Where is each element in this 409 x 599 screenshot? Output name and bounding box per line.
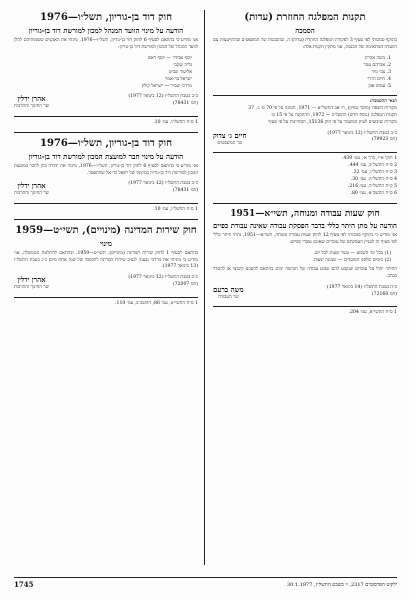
signer-role: שר העבודה: [218, 295, 239, 301]
list-item: 1. משה אהרון: [365, 55, 391, 61]
footnote: 1 ס״ח התשי״ט, עמ׳ 86; התשכ״ב, עמ׳ 110.: [14, 297, 198, 308]
reference-number: (חמ 78431): [172, 100, 198, 106]
appointee-list: [213, 55, 397, 91]
signature-block: [14, 181, 198, 197]
list-item: יוסף אבידר — יוסף ראש: [147, 55, 192, 61]
reference-item: 2 ס״ח התשל״ב, עמ׳ 444.: [348, 163, 397, 169]
section-title: תקנות המפלגה החוזרת (עדות): [244, 12, 366, 23]
section-divider: [14, 132, 198, 133]
section-subtitle: הודעה על מינוי חבר למועצת המכון למורשת דוד בן-גוריון: [28, 151, 184, 161]
section-paragraph: אני מודיע כי בתוקף סמכותי לפי סעיף 12 לחוק שעות עבודה ומנוחה, תשי״א—1951, נתתי היתר כללי לפי סעיף זה לעניין העסקתם של עובדים שאינם עובדי כפיים:: [213, 233, 398, 246]
signature-block: [213, 131, 397, 147]
left-column: [14, 12, 198, 307]
footnote: 1 ס״ח התשל״ו, עמ׳ 10.: [14, 116, 198, 127]
reference-number: (חמ 72160): [371, 291, 397, 297]
section-paragraph: אני מודיע כי בהתאם לסעיף 6 לחוק דוד בן-גוריון, תשל״ו—1976, מינתי את האנשים ששמותיהם להלן לוועד המנהל של המכון למורשת דוד בן-גוריון:: [14, 38, 198, 50]
section-divider: [14, 219, 198, 220]
signature-date: כ״ה בטבת התשל״ז (14 בינואר 1977): [326, 285, 397, 291]
list-item: 4. חיים הררי: [367, 77, 391, 83]
signer-name: אהרן ידלין: [17, 94, 46, 104]
section-title: חוק דוד בן-גוריון, תשל״ו—1976: [39, 12, 172, 23]
section-title: חוק שירות המדינה (מינויים), תשי״ט—1959: [15, 224, 197, 236]
reference-item: 1 חוקי א״י, כרך א׳, עמ׳ 439.: [341, 156, 397, 162]
note-line: תקנות המפלגה (נוסח חדש) התשל״ב — 1972, ההתקנה על פי 15 ס׳: [271, 113, 397, 119]
reference-number: (חמ 79923): [371, 137, 397, 143]
section-paragraph: בהתאם לסעיף 1 לחוק שירות המדינה (מינויים), תשי״ט—1959, ובהתאם להחלטת הממשלה, אני מודיע כי מיניתי את מרדכי גבעוני לנציב שירות המדינה לתקופה של שנה אחת מיום כ״ג בטבת התשל״ז (13 בינואר 1977).: [14, 250, 198, 270]
list-item: 5. עמוס אבן: [368, 84, 391, 90]
note-line: מקורות שיבוצים לעיון המשמר על פי חוק 15136, הסתייגות על פי סעיף: [268, 120, 397, 126]
column-divider: [204, 10, 205, 565]
signer-role: שר המשפטים: [217, 140, 243, 146]
signature-block: [14, 275, 198, 291]
signer-name: אהרן ידלין: [17, 275, 46, 285]
signature-date: כ״ב בטבת התשל״ז (12 בינואר 1977): [128, 94, 198, 100]
signature-date: כ״ב בטבת התשל״ז (12 בינואר 1977): [128, 181, 198, 187]
section-subtitle: הודעה על מינוי הוועד המנהל למכון למורשת דוד בן-גוריון: [28, 26, 184, 35]
signature-date: כ״ב בטבת התשל״ז (12 בינואר 1977): [327, 130, 397, 136]
section-note: ההיתר יחול על עובדים שנקבע להם שבוע עבודה של חמישה ימים בהתאם להסכם קיבוצי או להסדר בכתב.: [213, 267, 397, 280]
signature-date: כ״ב בטבת התשל״ז (12 בינואר 1977): [128, 275, 198, 281]
signature-block: [14, 94, 198, 110]
signer-role: שר החינוך והתרבות: [14, 191, 49, 197]
section-subtitle: הודעה על מתן היתר כללי בדבר הפסקת עבודה שאינה עבודת כפיים: [213, 221, 397, 231]
section-subtitle: הסמכה: [295, 26, 315, 35]
list-item: 2. אברהם עמר: [363, 62, 391, 68]
section-paragraph: בתוקף סמכותי לפי סעיף 3 לפקודת המפלגה החוזרת (עדות) ה, ובהסכמת שר המשפטים ובהתייעצות עם הוועדה המתאימה של הכנסת, אני מתקין תקנות אלה:: [213, 38, 397, 50]
right-column: [213, 12, 397, 317]
section-divider: [213, 203, 397, 204]
signer-role: שר החינוך והתרבות: [14, 285, 49, 291]
signature-block: [213, 285, 397, 301]
list-item: (2) בימים שלפני המועדים — שמונה שעות.: [312, 258, 391, 264]
references-list: [213, 152, 397, 197]
signer-name: אהרן ידלין: [17, 181, 46, 191]
items-list: [213, 250, 397, 264]
reference-item: 3 ס״ח התשל״ו, עמ׳ 32.: [352, 169, 397, 175]
section-subtitle: מינוי: [100, 238, 112, 248]
list-item: מרדכי שמיר — ישראל קולק: [141, 84, 192, 90]
note-line: תנאי ההסמכה:: [369, 99, 397, 105]
page-number: 1745: [14, 580, 34, 589]
reference-number: (חמ 78431): [172, 187, 198, 193]
page-footer: [14, 577, 397, 589]
list-item: ישראל בר-אמוי: [165, 77, 192, 83]
reference-item: 4 ס״ח התשל״ה, עמ׳ 30.: [350, 176, 397, 182]
section-title: חוק שעות עבודה ומנוחה, תשי״א—1951: [230, 208, 380, 219]
note-line: מקורות השפה (מוסד שוויון), ח׳ אב התשל״א — 1971, הזמנה על פי 70 ס׳ ג׳, 37: [248, 106, 397, 112]
list-item: אליעזר שביט: [168, 70, 192, 76]
section-title: חוק דוד בן-גוריון, תשל״ו—1976: [39, 137, 172, 149]
footnote: 1 ס״ח התשל״ו, עמ׳ 10.: [14, 203, 198, 214]
notes-block: [213, 95, 397, 127]
publication-line: ילקוט הפרסומים 2317, ז׳ בשבט התשל״ז, 30.1.1977: [286, 581, 397, 588]
list-item: גליה יעקבי: [173, 62, 192, 68]
signer-name: משה ברעם: [213, 285, 244, 295]
reference-item: 5 ק״ת התשל״ה, עמ׳ 216.: [347, 183, 397, 189]
reference-number: (חמ 72007): [172, 281, 198, 287]
list-item: (1) בכל ימי השבוע — עשר שעות לכל יום.: [313, 251, 391, 257]
footnote: 1 ס״ח התשי״א, עמ׳ 204.: [213, 306, 397, 317]
signer-name: חיים ג׳ צדוק: [213, 130, 247, 140]
appointee-list: [14, 55, 198, 91]
reference-item: 6 ס״ח התשכ״א, עמ׳ 80.: [350, 190, 397, 196]
signer-role: שר החינוך והתרבות: [14, 104, 49, 110]
section-paragraph: אני מודיע כי בהתאם לסעיף 6 לחוק דוד בן-גוריון, תשל״ו—1976, מינתי את יהודה כהן לחבר במועצת המכון למורשת דוד בן-גוריון במקומו של רפאל בר-אל שהתפטר.: [14, 163, 198, 176]
list-item: 3. צבי מור: [371, 70, 391, 76]
